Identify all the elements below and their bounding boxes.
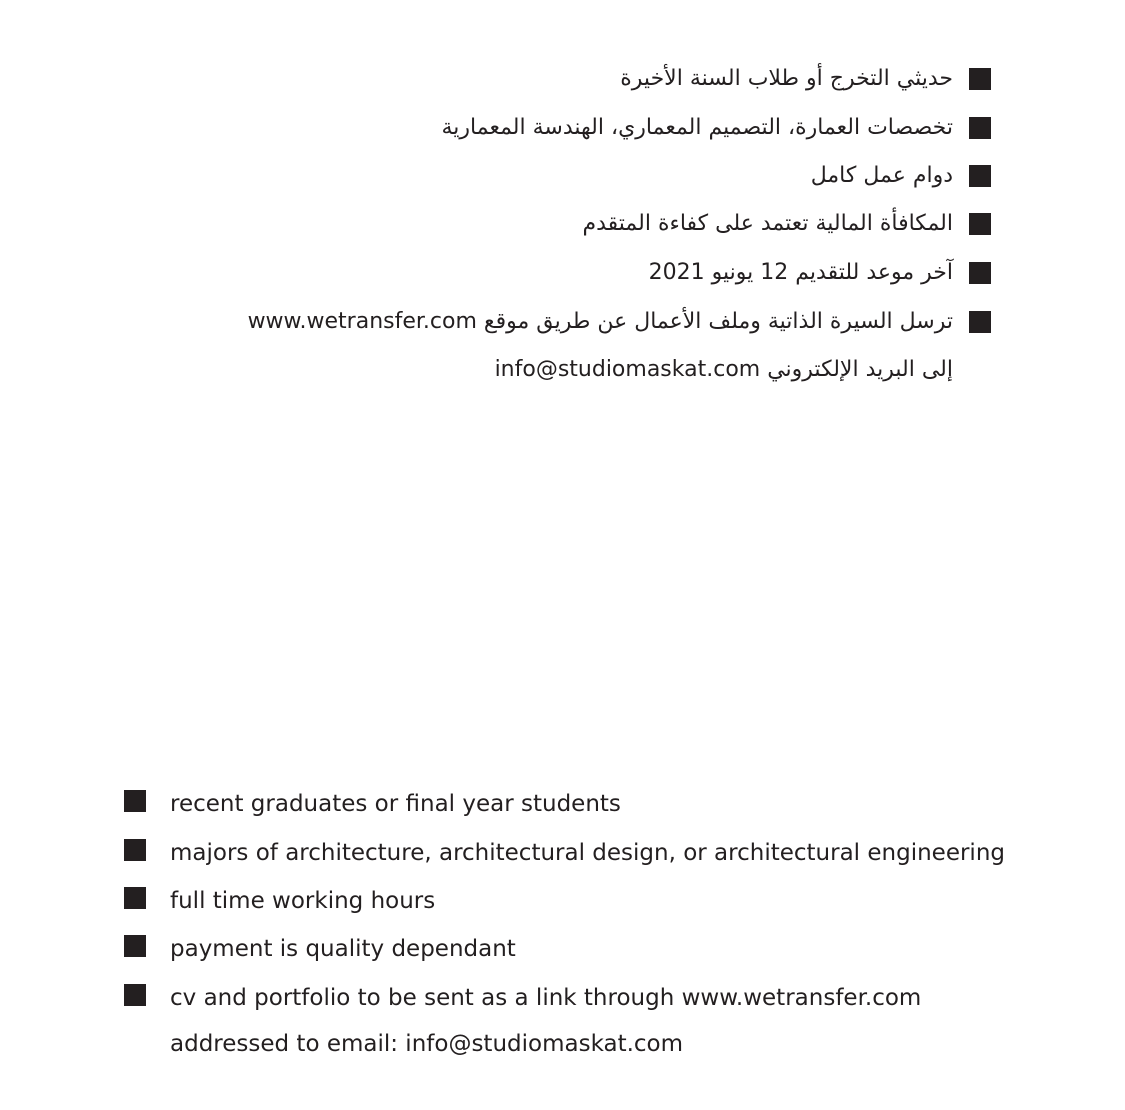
arabic-item-6: ترسل السيرة الذاتية وملف الأعمال عن طريق موقع www.wetransfer.com (247, 309, 953, 334)
square-bullet-icon (124, 790, 146, 812)
square-bullet-icon (969, 68, 991, 90)
square-bullet-icon (124, 984, 146, 1006)
arabic-item-4: المكافأة المالية تعتمد على كفاءة المتقدم (582, 211, 953, 236)
arabic-item-5: آخر موعد للتقديم 12 يونيو 2021 (648, 260, 953, 285)
square-bullet-icon (969, 165, 991, 187)
square-bullet-icon (124, 887, 146, 909)
english-item-5-continuation: addressed to email: info@studiomaskat.com (170, 1031, 684, 1057)
english-item-3: full time working hours (170, 888, 436, 914)
square-bullet-icon (969, 311, 991, 333)
arabic-item-6-continuation: إلى البريد الإلكتروني info@studiomaskat.com (494, 357, 953, 382)
english-item-1: recent graduates or final year students (170, 791, 621, 817)
square-bullet-icon (124, 935, 146, 957)
english-item-5: cv and portfolio to be sent as a link through www.wetransfer.com (170, 985, 922, 1011)
english-item-4: payment is quality dependant (170, 936, 516, 962)
square-bullet-icon (124, 839, 146, 861)
square-bullet-icon (969, 117, 991, 139)
square-bullet-icon (969, 213, 991, 235)
square-bullet-icon (969, 262, 991, 284)
arabic-item-2: تخصصات العمارة، التصميم المعماري، الهندسة المعمارية (441, 115, 953, 140)
english-item-2: majors of architecture, architectural design, or architectural engineering (170, 840, 1005, 866)
arabic-item-1: حديثي التخرج أو طلاب السنة الأخيرة (620, 66, 953, 91)
arabic-item-3: دوام عمل كامل (810, 163, 953, 188)
